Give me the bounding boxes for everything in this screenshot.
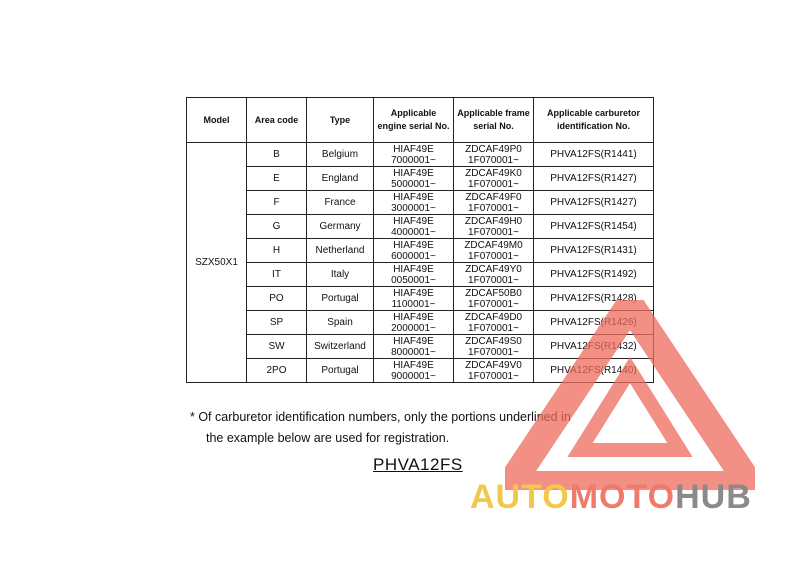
model-cell: SZX50X1	[187, 143, 247, 383]
engine-prefix: HIAF49E	[393, 239, 434, 251]
type-cell: France	[307, 191, 374, 215]
frame-serial-cell	[454, 215, 534, 239]
frame-number: 1F070001~	[468, 226, 519, 238]
type-cell: Belgium	[307, 143, 374, 167]
engine-serial-cell	[374, 191, 454, 215]
engine-number: 5000001~	[391, 178, 436, 190]
area-code-cell: G	[247, 215, 307, 239]
area-code-cell: E	[247, 167, 307, 191]
header-model: Model	[187, 98, 247, 143]
engine-prefix: HIAF49E	[393, 359, 434, 371]
engine-number: 7000001~	[391, 154, 436, 166]
engine-prefix: HIAF49E	[393, 263, 434, 275]
footnote-line-1: * Of carburetor identification numbers, only the portions underlined in	[190, 410, 571, 424]
engine-prefix: HIAF49E	[393, 143, 434, 155]
frame-number: 1F070001~	[468, 370, 519, 382]
frame-prefix: ZDCAF49V0	[465, 359, 522, 371]
carburetor-id-cell: PHVA12FS(R1432)	[534, 335, 654, 359]
type-cell: England	[307, 167, 374, 191]
engine-number: 0050001~	[391, 274, 436, 286]
carburetor-id-cell: PHVA12FS(R1431)	[534, 239, 654, 263]
header-row	[187, 98, 654, 143]
watermark-moto: MOTO	[569, 478, 676, 516]
area-code-cell: F	[247, 191, 307, 215]
table-row	[187, 263, 654, 287]
frame-number: 1F070001~	[468, 322, 519, 334]
table-row	[187, 143, 654, 167]
frame-prefix: ZDCAF49Y0	[465, 263, 522, 275]
engine-serial-cell	[374, 287, 454, 311]
frame-prefix: ZDCAF49P0	[465, 143, 522, 155]
type-cell: Switzerland	[307, 335, 374, 359]
type-cell: Netherland	[307, 239, 374, 263]
header-frame-serial: Applicable frame serial No.	[454, 98, 534, 143]
engine-prefix: HIAF49E	[393, 191, 434, 203]
engine-number: 8000001~	[391, 346, 436, 358]
carburetor-id-cell: PHVA12FS(R1441)	[534, 143, 654, 167]
carburetor-id-cell: PHVA12FS(R1428)	[534, 287, 654, 311]
table-row	[187, 167, 654, 191]
watermark-triangle-icon	[505, 300, 755, 490]
frame-number: 1F070001~	[468, 250, 519, 262]
frame-prefix: ZDCAF49D0	[464, 311, 523, 323]
table-row	[187, 239, 654, 263]
engine-prefix: HIAF49E	[393, 311, 434, 323]
engine-serial-cell	[374, 239, 454, 263]
watermark-auto: AUTO	[470, 478, 570, 516]
table-row	[187, 215, 654, 239]
area-code-cell: SP	[247, 311, 307, 335]
frame-number: 1F070001~	[468, 154, 519, 166]
engine-serial-cell	[374, 215, 454, 239]
header-carburetor-id: Applicable carburetor identification No.	[534, 98, 654, 143]
engine-number: 1100001~	[391, 298, 436, 310]
type-cell: Portugal	[307, 359, 374, 383]
frame-number: 1F070001~	[468, 298, 519, 310]
type-cell: Portugal	[307, 287, 374, 311]
frame-prefix: ZDCAF49H0	[464, 215, 523, 227]
engine-serial-cell	[374, 311, 454, 335]
frame-prefix: ZDCAF49F0	[465, 191, 522, 203]
engine-serial-cell	[374, 167, 454, 191]
carburetor-id-cell: PHVA12FS(R1427)	[534, 191, 654, 215]
carburetor-id-cell: PHVA12FS(R1492)	[534, 263, 654, 287]
example-carburetor-id: PHVA12FS	[373, 455, 463, 474]
frame-serial-cell	[454, 191, 534, 215]
engine-number: 6000001~	[391, 250, 436, 262]
frame-prefix: ZDCAF49S0	[465, 335, 522, 347]
engine-serial-cell	[374, 263, 454, 287]
frame-number: 1F070001~	[468, 274, 519, 286]
area-code-cell: IT	[247, 263, 307, 287]
engine-serial-cell	[374, 359, 454, 383]
frame-prefix: ZDCAF49M0	[464, 239, 523, 251]
frame-serial-cell	[454, 263, 534, 287]
frame-prefix: ZDCAF49K0	[465, 167, 522, 179]
frame-prefix: ZDCAF50B0	[465, 287, 522, 299]
area-code-cell: H	[247, 239, 307, 263]
engine-prefix: HIAF49E	[393, 335, 434, 347]
carburetor-id-cell: PHVA12FS(R1440)	[534, 359, 654, 383]
type-cell: Italy	[307, 263, 374, 287]
header-engine-serial: Applicable engine serial No.	[374, 98, 454, 143]
table-row	[187, 191, 654, 215]
header-area-code: Area code	[247, 98, 307, 143]
footnote-line-2: the example below are used for registration.	[206, 431, 450, 445]
type-cell: Germany	[307, 215, 374, 239]
frame-serial-cell	[454, 239, 534, 263]
type-cell: Spain	[307, 311, 374, 335]
engine-serial-cell	[374, 143, 454, 167]
engine-prefix: HIAF49E	[393, 215, 434, 227]
frame-serial-cell	[454, 167, 534, 191]
engine-prefix: HIAF49E	[393, 287, 434, 299]
frame-serial-cell	[454, 143, 534, 167]
engine-number: 9000001~	[391, 370, 436, 382]
watermark-logo	[470, 478, 752, 517]
frame-number: 1F070001~	[468, 346, 519, 358]
frame-number: 1F070001~	[468, 178, 519, 190]
carburetor-id-cell: PHVA12FS(R1427)	[534, 167, 654, 191]
watermark-hub: HUB	[675, 478, 752, 516]
frame-number: 1F070001~	[468, 202, 519, 214]
engine-serial-cell	[374, 335, 454, 359]
area-code-cell: B	[247, 143, 307, 167]
carburetor-id-cell: PHVA12FS(R1454)	[534, 215, 654, 239]
engine-number: 3000001~	[391, 202, 436, 214]
engine-prefix: HIAF49E	[393, 167, 434, 179]
engine-number: 2000001~	[391, 322, 436, 334]
engine-number: 4000001~	[391, 226, 436, 238]
area-code-cell: SW	[247, 335, 307, 359]
area-code-cell: 2PO	[247, 359, 307, 383]
header-type: Type	[307, 98, 374, 143]
area-code-cell: PO	[247, 287, 307, 311]
carburetor-id-cell: PHVA12FS(R1426)	[534, 311, 654, 335]
